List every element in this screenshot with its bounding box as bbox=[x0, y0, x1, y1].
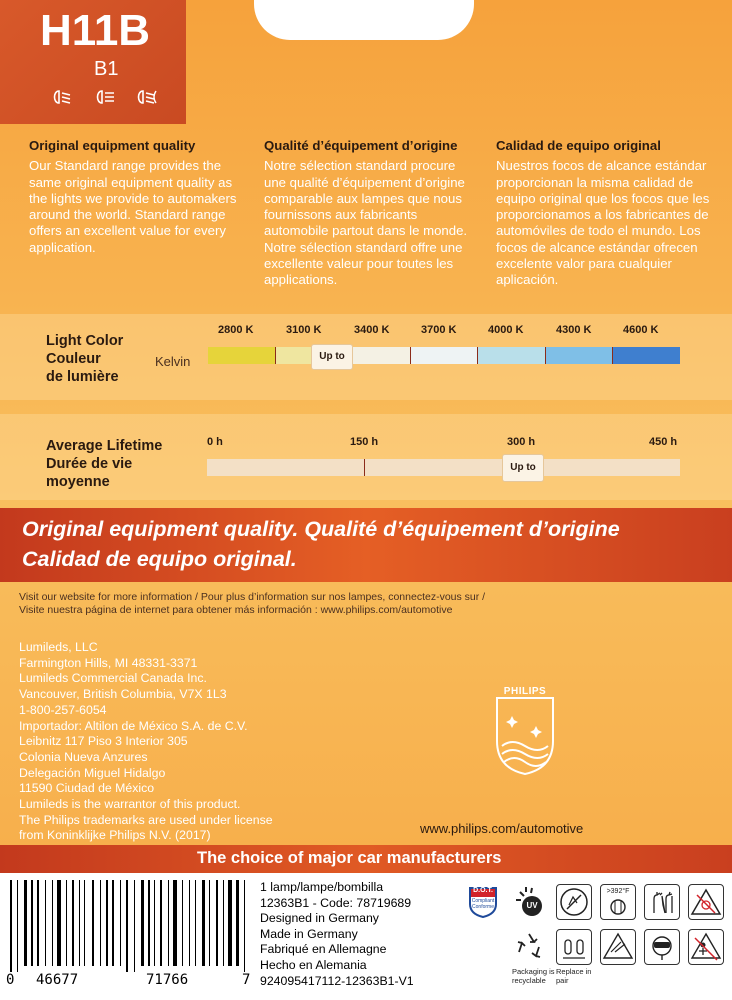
barcode-bar bbox=[66, 880, 67, 966]
barcode-bar bbox=[28, 880, 29, 966]
color-segment bbox=[208, 347, 276, 364]
label-line: Durée de vie bbox=[46, 456, 133, 472]
product-line: Fabriqué en Allemagne bbox=[260, 942, 387, 957]
lifetime-tick: 0 h bbox=[207, 436, 223, 448]
bar-divider bbox=[364, 459, 365, 476]
barcode-bar bbox=[173, 880, 176, 966]
barcode-bar bbox=[84, 880, 85, 966]
barcode-bar bbox=[141, 880, 144, 966]
barcode-bar bbox=[96, 880, 98, 966]
barcode-bar bbox=[148, 880, 149, 966]
column-title: Calidad de equipo original bbox=[496, 138, 661, 153]
barcode-bar bbox=[41, 880, 43, 966]
recycle-icon bbox=[512, 929, 546, 963]
barcode-bar bbox=[156, 880, 157, 966]
philips-logo bbox=[494, 686, 556, 776]
gloves-icon bbox=[644, 884, 680, 920]
hang-hole bbox=[254, 0, 474, 40]
label-line: Average Lifetime bbox=[46, 438, 163, 454]
tagline: The choice of major car manufacturers bbox=[197, 849, 502, 867]
column-english bbox=[29, 138, 244, 256]
address-line: Lumileds, LLC bbox=[19, 640, 98, 654]
lifetime-tick: 450 h bbox=[649, 436, 678, 448]
barcode-bar bbox=[87, 880, 90, 966]
kelvin-tick: 3700 K bbox=[421, 324, 457, 336]
barcode-bar bbox=[92, 880, 94, 966]
barcode-bar bbox=[79, 880, 80, 966]
kelvin-tick: 4300 K bbox=[556, 324, 592, 336]
barcode-bar bbox=[123, 880, 124, 966]
address-line: Importador: Altilon de México S.A. de C.V. bbox=[19, 718, 248, 733]
lifetime-tick: 300 h bbox=[507, 436, 536, 448]
banner-line-2: Calidad de equipo original. bbox=[22, 547, 297, 571]
barcode bbox=[10, 880, 250, 966]
barcode-bar bbox=[57, 880, 60, 966]
logo-text: PHILIPS bbox=[503, 686, 547, 697]
address-line: 1-800-257-6054 bbox=[19, 702, 107, 717]
no-children-icon bbox=[688, 929, 724, 965]
address-line: from Koninklijke Philips N.V. (2017) bbox=[19, 828, 211, 843]
address-line: The Philips trademarks are used under license bbox=[19, 812, 273, 827]
temperature-text: >392°F bbox=[606, 888, 630, 895]
no-voltage-icon bbox=[600, 929, 636, 965]
banner-line-1: Original equipment quality. Qualité d’équipement d’origine bbox=[22, 517, 620, 541]
barcode-bar bbox=[209, 880, 210, 966]
address-line: Leibnitz 117 Piso 3 Interior 305 bbox=[19, 734, 188, 749]
barcode-bar bbox=[34, 880, 35, 966]
barcode-bar bbox=[145, 880, 146, 966]
lifetime-up-to-marker: Up to bbox=[502, 454, 544, 482]
color-up-to-marker: Up to bbox=[311, 344, 353, 370]
column-body: Notre sélection standard procure une qualité d’équipement d’origine comparable aux lampes que nous fournissons aux fabricants automobile partout dans le monde. Notre sélection standard offre une excellente valeur pour toutes les applications. bbox=[264, 158, 468, 288]
barcode-right-group: 71766 bbox=[146, 972, 189, 988]
column-body: Our Standard range provides the same original equipment quality as the lights we provide to automakers around the world. Standard range offers an excellent value for every application. bbox=[29, 158, 237, 255]
barcode-bar bbox=[189, 880, 190, 966]
column-title: Qualité d’équipement d’origine bbox=[264, 138, 458, 153]
temperature-icon bbox=[600, 884, 636, 920]
website-note-line-1: Visit our website for more information / Pour plus d’information sur nos lampes, connectez-vous sur / bbox=[19, 591, 486, 603]
website-note-line-2: Visite nuestra página de internet para obtener más información : www.philips.com/automotive bbox=[19, 604, 453, 616]
website-url: www.philips.com/automotive bbox=[420, 821, 584, 836]
barcode-bar bbox=[191, 880, 192, 966]
replace-pair-icon bbox=[556, 929, 592, 965]
hot-bulb-icon bbox=[688, 884, 724, 920]
color-temperature-bar bbox=[208, 347, 680, 364]
barcode-bar bbox=[54, 880, 55, 966]
address-line: Lumileds is the warrantor of this product. bbox=[19, 797, 241, 812]
kelvin-tick: 3400 K bbox=[354, 324, 390, 336]
column-french bbox=[264, 138, 479, 289]
packaging-recyclable-text: Packaging is recyclable bbox=[512, 967, 555, 985]
kelvin-tick: 4600 K bbox=[623, 324, 659, 336]
barcode-bar bbox=[112, 880, 113, 966]
barcode-bar bbox=[106, 880, 108, 966]
goggles-icon bbox=[644, 929, 680, 965]
no-touch-glass-icon bbox=[556, 884, 592, 920]
product-line: Made in Germany bbox=[260, 926, 358, 941]
label-line: Couleur bbox=[46, 351, 101, 367]
barcode-bar bbox=[228, 880, 231, 966]
barcode-bar bbox=[47, 880, 49, 966]
barcode-bar bbox=[206, 880, 207, 966]
barcode-bar bbox=[24, 880, 27, 966]
barcode-bar bbox=[212, 880, 214, 966]
barcode-bar bbox=[81, 880, 82, 966]
barcode-bar bbox=[151, 880, 152, 966]
color-segment bbox=[613, 347, 680, 364]
product-info bbox=[260, 880, 414, 989]
barcode-bar bbox=[197, 880, 200, 966]
color-segment bbox=[478, 347, 546, 364]
barcode-bar bbox=[134, 880, 135, 972]
barcode-bar bbox=[126, 880, 128, 972]
barcode-bar bbox=[102, 880, 103, 966]
barcode-bar bbox=[19, 880, 21, 966]
manufacturer-address bbox=[19, 640, 290, 860]
address-line: Vancouver, British Columbia, V7X 1L3 bbox=[19, 687, 227, 702]
barcode-bar bbox=[185, 880, 187, 966]
barcode-bar bbox=[240, 880, 242, 972]
tagline-banner bbox=[0, 845, 732, 873]
kelvin-tick: 2800 K bbox=[218, 324, 254, 336]
product-line: 1 lamp/lampe/bombilla bbox=[260, 880, 384, 894]
address-line: Colonia Nueva Anzures bbox=[19, 749, 148, 764]
color-segment bbox=[411, 347, 479, 364]
barcode-bar bbox=[52, 880, 53, 966]
column-title: Original equipment quality bbox=[29, 138, 196, 153]
fog-light-icon bbox=[134, 88, 160, 111]
barcode-bar bbox=[72, 880, 74, 966]
uv-text: UV bbox=[526, 901, 538, 910]
barcode-bar bbox=[219, 880, 220, 966]
address-line: Delegación Miguel Hidalgo bbox=[19, 765, 166, 780]
address-line: Lumileds Commercial Canada Inc. bbox=[19, 671, 207, 686]
barcode-bar bbox=[233, 880, 234, 966]
color-segment bbox=[546, 347, 614, 364]
barcode-bar bbox=[168, 880, 169, 966]
bulb-subcode: B1 bbox=[94, 58, 119, 80]
barcode-bar bbox=[100, 880, 101, 966]
barcode-bar bbox=[160, 880, 162, 966]
bulb-code: H11B bbox=[40, 6, 151, 55]
barcode-bar bbox=[202, 880, 204, 966]
barcode-bar bbox=[182, 880, 183, 966]
kelvin-tick: 4000 K bbox=[488, 324, 524, 336]
replace-in-pair-text: Replace in pair bbox=[556, 967, 592, 985]
barcode-bar bbox=[17, 880, 18, 972]
address-line: 11590 Ciudad de México bbox=[19, 781, 155, 796]
quality-banner bbox=[0, 508, 732, 582]
product-line: 12363B1 - Code: 78719689 bbox=[260, 895, 412, 910]
barcode-bar bbox=[14, 880, 15, 972]
barcode-bar bbox=[178, 880, 180, 966]
barcode-bar bbox=[62, 880, 64, 966]
barcode-bar bbox=[37, 880, 39, 966]
lifetime-tick: 150 h bbox=[350, 436, 379, 448]
barcode-bar bbox=[216, 880, 218, 966]
barcode-bar bbox=[223, 880, 224, 966]
barcode-bar bbox=[163, 880, 165, 966]
column-body: Nuestros focos de alcance estándar proporcionan la misma calidad de equipo original que los focos que les proporcionamos a los fabricantes de automóviles de todo el mundo. Los focos de alcance estándar ofrecen excelente valor para cualquier aplicación. bbox=[496, 158, 710, 288]
barcode-bar bbox=[69, 880, 70, 966]
barcode-bar bbox=[120, 880, 121, 966]
kelvin-label: Kelvin bbox=[155, 354, 191, 369]
barcode-bar bbox=[75, 880, 76, 966]
column-spanish bbox=[496, 138, 711, 289]
barcode-bar bbox=[109, 880, 110, 966]
barcode-bar bbox=[170, 880, 171, 966]
label-line: moyenne bbox=[46, 474, 110, 490]
dot-icon bbox=[466, 884, 500, 918]
barcode-left-group: 46677 bbox=[36, 972, 79, 988]
dot-subtext: Compliant Conforme bbox=[471, 898, 495, 910]
barcode-first-digit: 0 bbox=[6, 972, 15, 988]
barcode-bar bbox=[115, 880, 118, 966]
uv-icon bbox=[512, 884, 546, 918]
high-beam-icon bbox=[92, 88, 116, 111]
lifetime-bar bbox=[207, 459, 680, 476]
label-line: de lumière bbox=[46, 369, 119, 385]
barcode-bar bbox=[136, 880, 138, 966]
barcode-bar bbox=[236, 880, 238, 966]
barcode-bar bbox=[45, 880, 46, 966]
low-beam-icon bbox=[50, 88, 72, 111]
barcode-bar bbox=[31, 880, 32, 966]
kelvin-tick: 3100 K bbox=[286, 324, 322, 336]
dot-text: D.O.T. bbox=[473, 887, 493, 894]
lifetime-label bbox=[46, 437, 162, 491]
label-line: Light Color bbox=[46, 333, 124, 349]
product-line: Designed in Germany bbox=[260, 911, 379, 926]
color-segment bbox=[343, 347, 411, 364]
barcode-bar bbox=[10, 880, 12, 972]
light-color-label bbox=[46, 332, 123, 386]
product-line: 924095417112-12363B1-V1 bbox=[260, 973, 414, 988]
barcode-bar bbox=[195, 880, 196, 966]
barcode-bar bbox=[154, 880, 155, 966]
barcode-bar bbox=[246, 880, 247, 972]
barcode-bar bbox=[244, 880, 245, 972]
barcode-bar bbox=[225, 880, 226, 966]
address-line: Farmington Hills, MI 48331-3371 bbox=[19, 655, 198, 670]
bulb-type-badge bbox=[0, 0, 186, 124]
barcode-bar bbox=[129, 880, 131, 972]
barcode-last-digit: 7 bbox=[242, 972, 251, 988]
product-line: Hecho en Alemania bbox=[260, 957, 367, 972]
